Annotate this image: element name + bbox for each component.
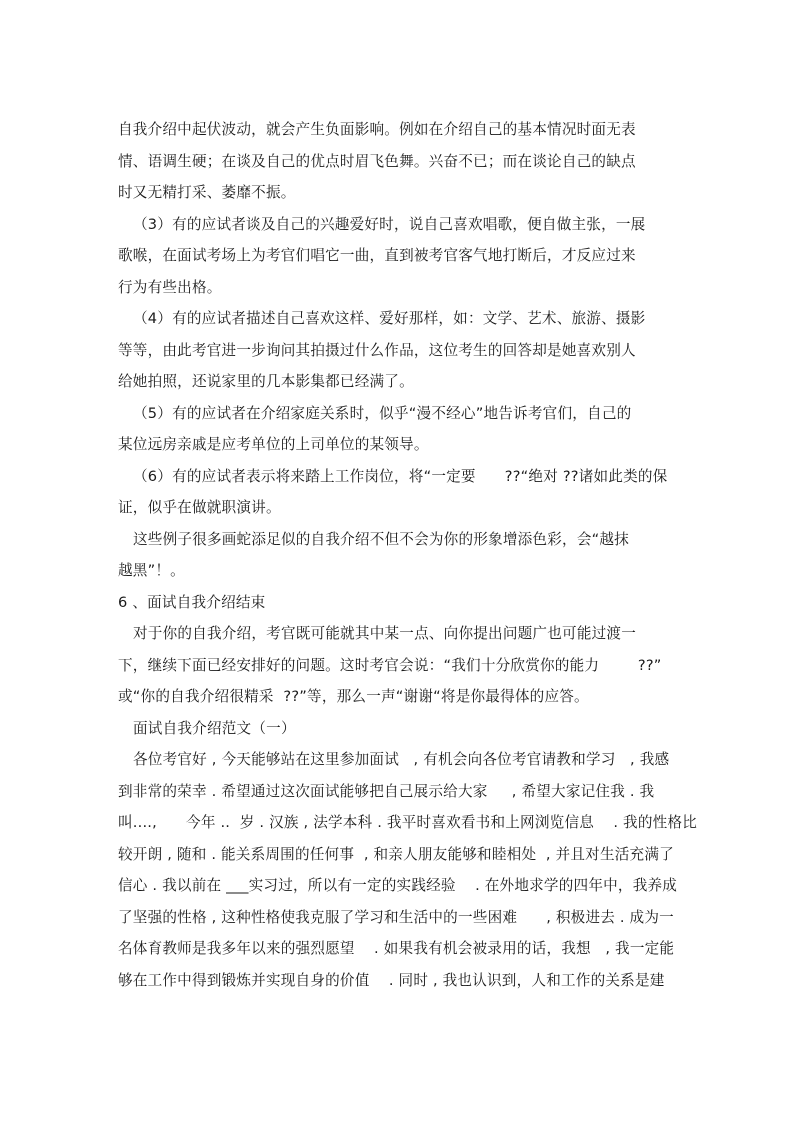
text-line: 名体育教师是我多年以来的强烈愿望 . 如果我有机会被录用的话，我想 , 我一定能 [118, 940, 675, 957]
text-line: 时又无精打采、萎靡不振。 [118, 184, 296, 201]
text-line: 自我介绍中起伏波动，就会产生负面影响。例如在介绍自己的基本情况时面无表 [118, 121, 636, 138]
text-line: 了坚强的性格 , 这种性格使我克服了学习和生活中的一些困难 , 积极进去 . 成为一 [118, 909, 674, 926]
text-line: 越黑”！。 [118, 562, 185, 579]
text-line: （5）有的应试者在介绍家庭关系时，似乎“漫不经心”地告诉考官们，自己的 [133, 405, 632, 422]
text-line: 到非常的荣幸 . 希望通过这次面试能够把自己展示给大家 , 希望大家记住我 . 我 [118, 783, 655, 800]
text-line: 歌喉，在面试考场上为考官们唱它一曲，直到被考官客气地打断后，才反应过来 [118, 247, 636, 264]
text-line: 等等，由此考官进一步询问其拍摄过什么作品，这位考生的回答却是她喜欢别人 [118, 342, 636, 359]
text-line: 这些例子很多画蛇添足似的自我介绍不但不会为你的形象增添色彩，会“越抹 [133, 531, 629, 548]
text-line: 够在工作中得到锻炼并实现自身的价值 . 同时 , 我也认识到，人和工作的关系是建 [118, 972, 665, 989]
text-line: 证，似乎在做就职演讲。 [118, 499, 281, 516]
text-line: 某位远房亲戚是应考单位的上司单位的某领导。 [118, 436, 429, 453]
text-line: （4）有的应试者描述自己喜欢这样、爱好那样，如：文学、艺术、旅游、摄影 [133, 310, 646, 327]
text-line: 信心 . 我以前在 ___实习过，所以有一定的实践经验 . 在外地求学的四年中，我养成 [118, 877, 678, 894]
text-line: 对于你的自我介绍，考官既可能就其中某一点、向你提出问题广也可能过渡一 [133, 625, 636, 642]
text-line: 给她拍照，还说家里的几本影集都已经满了。 [118, 373, 414, 390]
text-line: 各位考官好 , 今天能够站在这里参加面试 , 有机会向各位考官请教和学习 , 我感 [133, 751, 670, 768]
text-line: 较开朗 , 随和 . 能关系周围的任何事 , 和亲人朋友能够和睦相处 , 并且对生活充满了 [118, 846, 674, 863]
text-line: 下，继续下面已经安排好的问题。这时考官会说：“我们十分欣赏你的能力 ??” [118, 657, 662, 674]
text-line: 行为有些出格。 [118, 279, 222, 296]
text-line: （3）有的应试者谈及自己的兴趣爱好时，说自己喜欢唱歌，便自做主张，一展 [133, 216, 646, 233]
section-heading: 6 、面试自我介绍结束 [118, 594, 266, 611]
text-line: 或“你的自我介绍很精采 ??”等，那么一声“谢谢“将是你最得体的应答。 [118, 688, 589, 705]
text-line: 叫...., 今年 .. 岁 . 汉族 , 法学本科 . 我平时喜欢看书和上网浏览信息 . 我的性格比 [118, 814, 698, 831]
subsection-heading: 面试自我介绍范文（一） [133, 720, 296, 737]
text-line: 情、语调生硬；在谈及自己的优点时眉飞色舞。兴奋不已；而在谈论自己的缺点 [118, 153, 636, 170]
text-line: （6）有的应试者表示将来踏上工作岗位，将“一定要 ??“绝对 ??诸如此类的保 [133, 468, 668, 485]
